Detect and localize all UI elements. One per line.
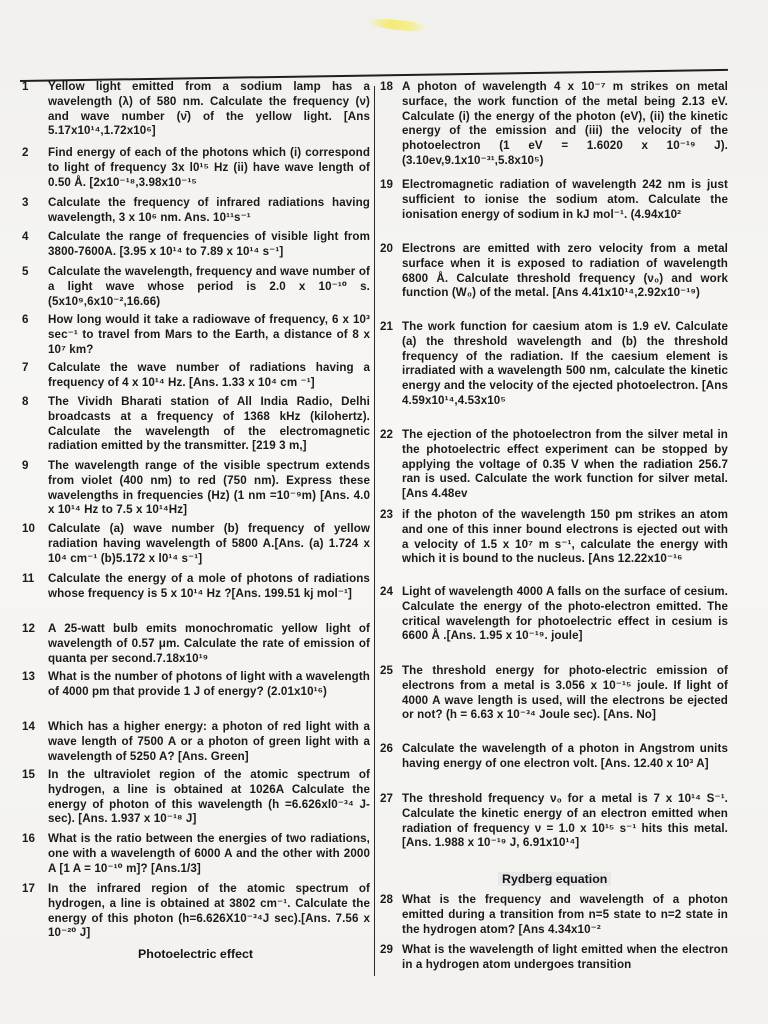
question-number: 1: [22, 80, 29, 93]
question-3: [22, 196, 370, 226]
question-number: 8: [22, 395, 29, 408]
question-number: 26: [380, 742, 393, 755]
question-number: 6: [22, 313, 29, 326]
question-text: Light of wavelength 4000 A falls on the surface of cesium. Calculate the energy of the photo-electron emitted. The critical wavelength for photoelectric effect in cesium is 6600 Å .[Ans. 1.95 x 10⁻¹⁹. joule]: [402, 585, 728, 643]
question-text: How long would it take a radiowave of frequency, 6 x 10³ sec⁻¹ to travel from Mars to the Earth, a distance of 8 x 10⁷ km?: [48, 313, 370, 356]
question-14: [22, 720, 370, 764]
question-number: 10: [22, 522, 35, 535]
question-number: 15: [22, 768, 35, 781]
question-24: [380, 585, 728, 644]
section-heading-rydberg: Rydberg equation: [498, 872, 611, 886]
question-text: The wavelength range of the visible spectrum extends from violet (400 nm) to red (750 nm). Express these wavelengths in frequencies (Hz) (1 nm =10⁻⁹m) [Ans. 4.0 x 10¹⁴ Hz to 7.5 x 10¹⁴Hz]: [48, 459, 370, 517]
question-4: [22, 230, 370, 260]
question-1: [22, 80, 370, 139]
question-number: 27: [380, 792, 393, 805]
question-16: [22, 832, 370, 876]
question-number: 13: [22, 670, 35, 683]
question-text: What is the wavelength of light emitted when the electron in a hydrogen atom undergoes transition: [402, 943, 728, 971]
question-text: Calculate the frequency of infrared radiations having wavelength, 3 x 10⁶ nm. Ans. 10¹¹s⁻¹: [48, 196, 370, 224]
question-25: [380, 664, 728, 723]
column-divider: [374, 86, 375, 976]
question-number: 11: [22, 572, 35, 585]
question-number: 12: [22, 622, 35, 635]
question-text: Calculate the wavelength of a photon in Angstrom units having energy of one electron volt. [Ans. 12.40 x 10³ A]: [402, 742, 728, 770]
question-text: Find energy of each of the photons which (i) correspond to light of frequency 3x l0¹⁵ Hz (ii) have wave length of 0.50 Å. [2x10⁻¹⁸,3.98x10⁻¹⁵: [48, 146, 370, 189]
question-text: if the photon of the wavelength 150 pm strikes an atom and one of this inner bound electrons is ejected out with a velocity of 1.5 x 10⁷ m s⁻¹, calculate the energy with which it is bound to the nucleus. [Ans 12.22x10⁻¹⁶: [402, 508, 728, 566]
question-26: [380, 742, 728, 772]
question-number: 22: [380, 428, 393, 441]
question-number: 19: [380, 178, 393, 191]
question-15: [22, 768, 370, 827]
question-text: Calculate the wavelength, frequency and wave number of a light wave whose period is 2.0 x 10⁻¹⁰ s.(5x10⁹,6x10⁻²,16.66): [48, 265, 370, 308]
question-8: [22, 395, 370, 454]
question-number: 28: [380, 893, 393, 906]
question-text: Which has a higher energy: a photon of red light with a wave length of 7500 A or a photon of green light with a wavelength of 5250 A? [Ans. Green]: [48, 720, 370, 763]
question-text: The work function for caesium atom is 1.9 eV. Calculate (a) the threshold wavelength and (b) the threshold frequency of the radiation. If the caesium element is irradiated with a wavelength 500 nm, calculate the kinetic energy and the velocity of the ejected photoelectron. [Ans 4.59x10¹⁴,4.53x10⁵: [402, 320, 728, 407]
question-number: 3: [22, 196, 29, 209]
section-heading-photoelectric: Photoelectric effect: [138, 947, 253, 961]
question-number: 23: [380, 508, 393, 521]
question-text: In the infrared region of the atomic spectrum of hydrogen, a line is obtained at 3802 cm⁻¹. Calculate the energy of this photon (h=6.626X10⁻³⁴J sec).[Ans. 7.56 x 10⁻²⁰ J]: [48, 882, 370, 940]
question-22: [380, 428, 728, 502]
question-text: Calculate (a) wave number (b) frequency of yellow radiation having wavelength of 5800 A.[Ans. (a) 1.724 x 10⁴ cm⁻¹ (b)5.172 x l0¹⁴ s⁻¹]: [48, 522, 370, 565]
question-number: 4: [22, 230, 29, 243]
question-number: 25: [380, 664, 393, 677]
question-text: In the ultraviolet region of the atomic spectrum of hydrogen, a line is obtained at 1026A Calculate the energy of photon of this wavelength (h =6.626xl0⁻³⁴ J-sec). [Ans. 1.937 x 10⁻¹⁸ J]: [48, 768, 370, 826]
question-number: 17: [22, 882, 35, 895]
question-text: Yellow light emitted from a sodium lamp has a wavelength (λ) of 580 nm. Calculate the frequency (ν) and wave number (ν̄) of the yellow light. [Ans 5.17x10¹⁴,1.72x10⁶]: [48, 80, 370, 138]
question-text: The threshold frequency ν₀ for a metal is 7 x 10¹⁴ S⁻¹. Calculate the kinetic energy of an electron emitted when radiation of frequency ν = 1.0 x 10¹⁵ s⁻¹ hits this metal. [Ans. 1.988 x 10⁻¹⁹ J, 6.91x10¹⁴]: [402, 792, 728, 850]
question-number: 2: [22, 146, 29, 159]
question-27: [380, 792, 728, 851]
question-17: [22, 882, 370, 941]
question-number: 9: [22, 459, 29, 472]
question-number: 29: [380, 943, 393, 956]
question-number: 18: [380, 80, 393, 93]
question-text: The ejection of the photoelectron from the silver metal in the photoelectric effect experiment can be stopped by applying the voltage of 0.35 V when the radiation 256.7 ran is used. Calculate the work function for silver metal. [Ans 4.48ev: [402, 428, 728, 501]
question-text: What is the frequency and wavelength of a photon emitted during a transition from n=5 state to n=2 state in the hydrogen atom? [Ans 4.34x10⁻²: [402, 893, 728, 936]
question-10: [22, 522, 370, 566]
question-text: What is the ratio between the energies of two radiations, one with a wavelength of 6000 A and the other with 2000 A [1 A = 10⁻¹⁰ m]? [Ans.1/3]: [48, 832, 370, 875]
question-text: Electrons are emitted with zero velocity from a metal surface when it is exposed to radiation of wavelength 6800 Å. Calculate threshold frequency (ν₀) and work function (W₀) of the metal. [Ans 4.41x10¹⁴,2.92x10⁻¹⁹): [402, 242, 728, 300]
question-23: [380, 508, 728, 567]
question-18: [380, 80, 728, 169]
question-number: 5: [22, 265, 29, 278]
question-number: 20: [380, 242, 393, 255]
question-2: [22, 146, 370, 190]
highlighter-mark: [368, 17, 429, 33]
question-number: 14: [22, 720, 35, 733]
question-number: 24: [380, 585, 393, 598]
question-7: [22, 361, 370, 391]
question-19: [380, 178, 728, 222]
question-text: Calculate the range of frequencies of visible light from 3800-7600A. [3.95 x 10¹⁴ to 7.89 x 10¹⁴ s⁻¹]: [48, 230, 370, 258]
question-13: [22, 670, 370, 700]
question-12: [22, 622, 370, 666]
question-text: A 25-watt bulb emits monochromatic yellow light of wavelength of 0.57 μm. Calculate the rate of emission of quanta per second.7.18x10¹⁹: [48, 622, 370, 665]
question-text: What is the number of photons of light with a wavelength of 4000 pm that provide 1 J of energy? (2.01x10¹⁶): [48, 670, 370, 698]
question-text: The threshold energy for photo-electric emission of electrons from a metal is 3.056 x 10⁻¹⁵ joule. If light of 4000 A wave length is used, will the electrons be ejected or not? (h = 6.63 x 10⁻³⁴ Joule sec). [Ans. No]: [402, 664, 728, 722]
question-29: [380, 943, 728, 973]
question-text: Calculate the energy of a mole of photons of radiations whose frequency is 5 x 10¹⁴ Hz ?[Ans. 199.51 kj mol⁻¹]: [48, 572, 370, 600]
question-number: 7: [22, 361, 29, 374]
question-number: 16: [22, 832, 35, 845]
question-5: [22, 265, 370, 309]
question-text: Calculate the wave number of radiations having a frequency of 4 x 10¹⁴ Hz. [Ans. 1.33 x 10⁴ cm ⁻¹]: [48, 361, 370, 389]
question-6: [22, 313, 370, 357]
question-text: Electromagnetic radiation of wavelength 242 nm is just sufficient to ionise the sodium atom. Calculate the ionisation energy of sodium in kJ mol⁻¹. (4.94x10²: [402, 178, 728, 221]
question-11: [22, 572, 370, 602]
question-9: [22, 459, 370, 518]
question-text: A photon of wavelength 4 x 10⁻⁷ m strikes on metal surface, the work function of the metal being 2.13 eV. Calculate (i) the energy of the photon (eV), (ii) the kinetic energy of the emission and (iii) the velocity of the photoelectron (1 eV = 1.6020 x 10⁻¹⁹ J). (3.10ev,9.1x10⁻³¹,5.8x10⁵): [402, 80, 728, 167]
question-21: [380, 320, 728, 409]
question-text: The Vividh Bharati station of All India Radio, Delhi broadcasts at a frequency of 1368 kHz (kilohertz). Calculate the wavelength of the electromagnetic radiation emitted by the transmitter. [219 3 m,]: [48, 395, 370, 453]
question-20: [380, 242, 728, 301]
question-28: [380, 893, 728, 937]
question-number: 21: [380, 320, 393, 333]
